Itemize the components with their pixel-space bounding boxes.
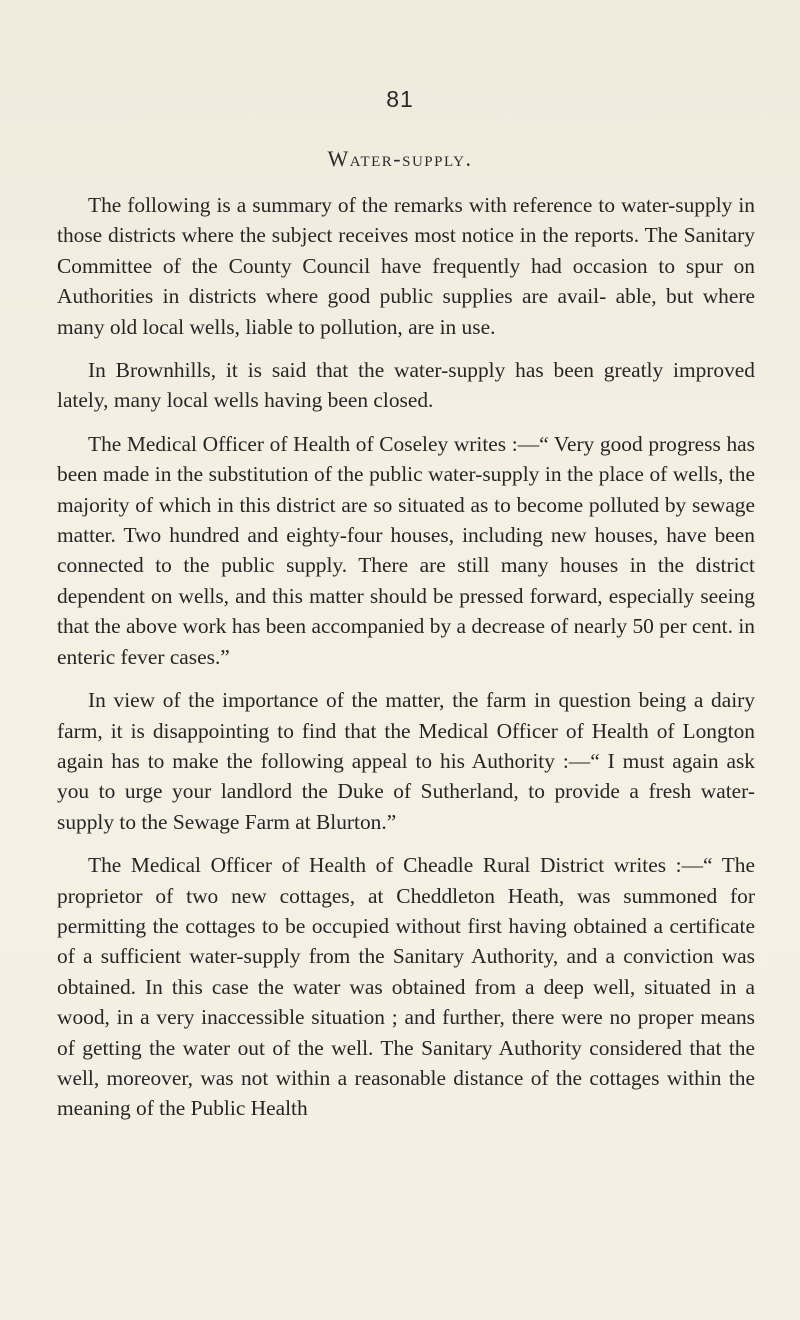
section-title: Water-supply. <box>327 146 473 171</box>
paragraph: The following is a summary of the remarks with reference to water-supply in those districts where the subject receives most notice in the reports. The Sanitary Committee of the County Council have frequently had occasion to spur on Authorities in districts where good public supplies are avail- able, but where many old local wells, liable to pollution, are in use. <box>57 193 755 339</box>
page-number: 81 <box>386 86 414 112</box>
paragraph: The Medical Officer of Health of Cheadle Rural District writes :—“ The proprietor of two new cottages, at Cheddleton Heath, was summoned for permitting the cottages to be occupied without first having obtained a certificate of a sufficient water-supply from the Sanitary Authority, and a conviction was obtained. In this case the water was obtained from a deep well, situated in a wood, in a very inaccessible situation ; and further, there were no proper means of getting the water out of the well. The Sanitary Authority considered that the well, moreover, was not within a reasonable distance of the cottages within the meaning of the Public Health <box>57 853 755 1121</box>
paragraph: In view of the importance of the matter, the farm in question being a dairy farm, it is disappointing to find that the Medical Officer of Health of Longton again has to make the following appeal to his Authority :—“ I must again ask you to urge your landlord the Duke of Sutherland, to provide a fresh water-supply to the Sewage Farm at Blurton.” <box>57 688 755 834</box>
paragraph: In Brownhills, it is said that the water-supply has been greatly improved lately, many local wells having been closed. <box>57 358 755 413</box>
paragraph: The Medical Officer of Health of Coseley writes :—“ Very good progress has been made in the substitution of the public water-supply in the place of wells, the majority of which in this district are so situated as to become polluted by sewage matter. Two hundred and eighty-four houses, including new houses, have been connected to the public supply. There are still many houses in the district dependent on wells, and this matter should be pressed forward, especially seeing that the above work has been accompanied by a decrease of nearly 50 per cent. in enteric fever cases.” <box>57 431 755 669</box>
body-text <box>57 190 755 1137</box>
